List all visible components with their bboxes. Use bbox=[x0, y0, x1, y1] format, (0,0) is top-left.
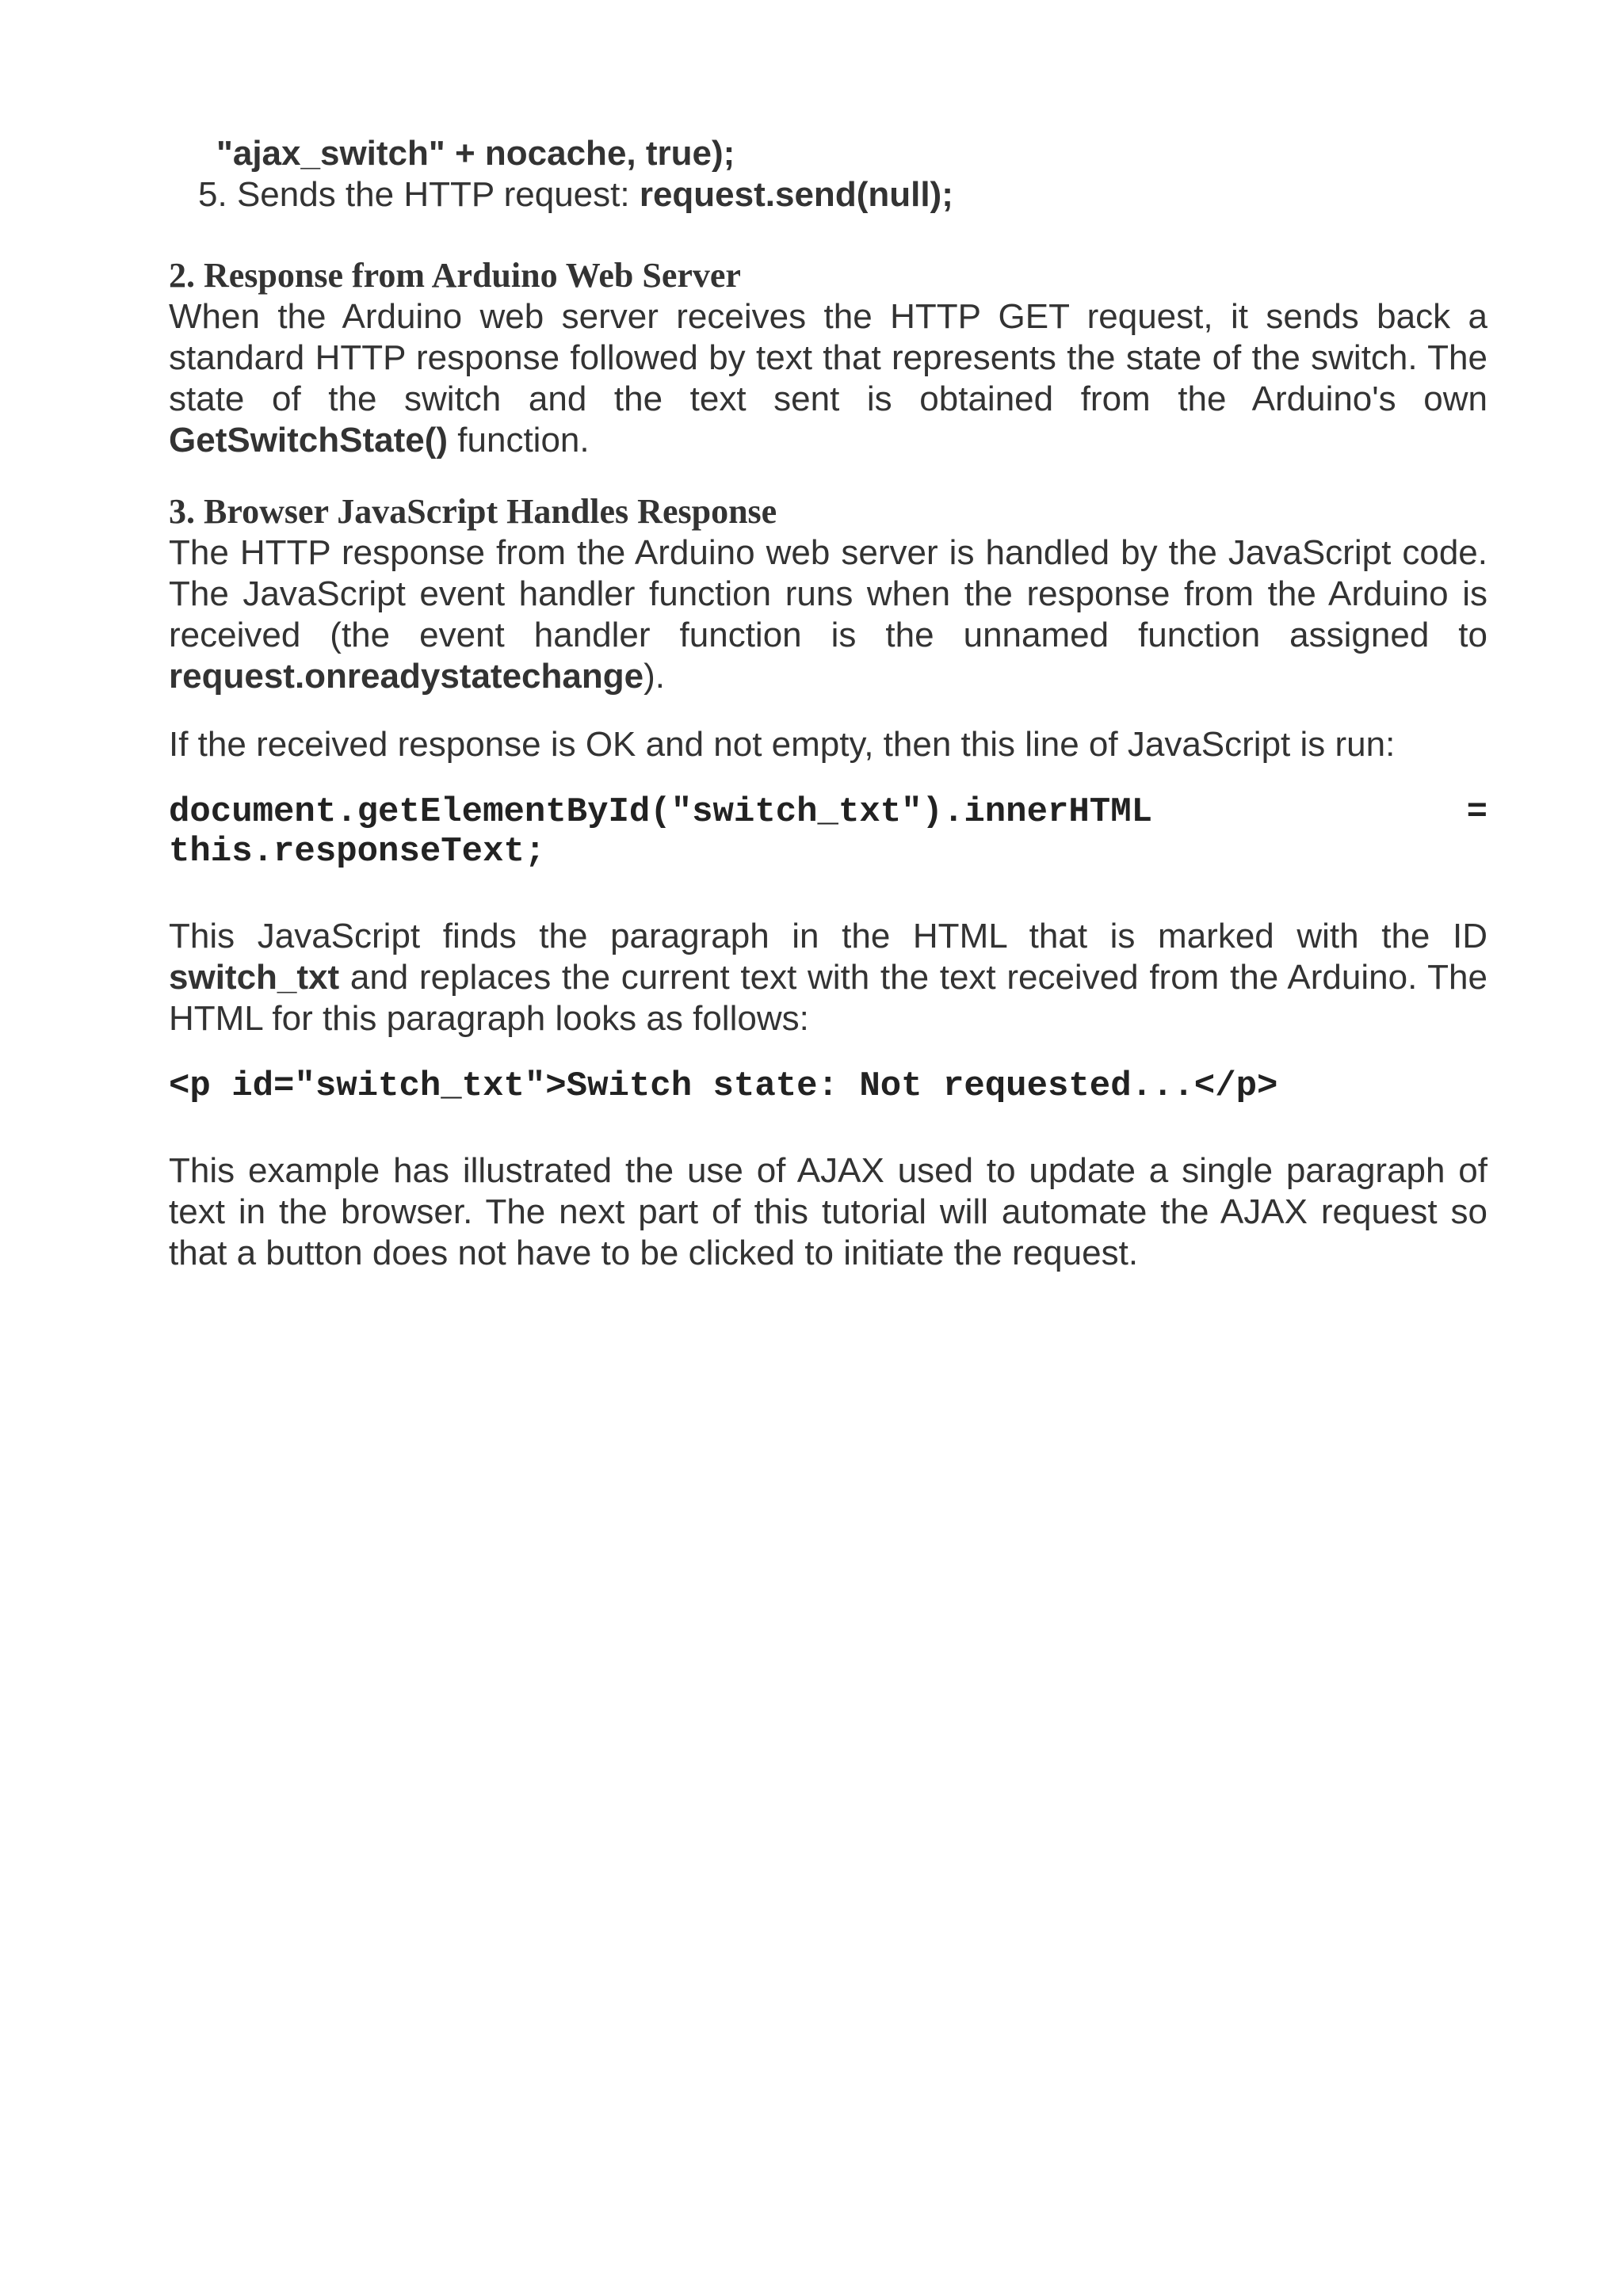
paragraph-text: When the Arduino web server receives the HTTP GET request, it sends back a standard HTTP response followed by text that represents the state of the switch. The state of the switch and the text sent is obtained from the Arduino's own bbox=[169, 297, 1487, 418]
list-item-code: request.send(null); bbox=[639, 175, 953, 214]
list-continuation: "ajax_switch" + nocache, true); bbox=[216, 134, 735, 173]
inline-code-getswitchstate: GetSwitchState() bbox=[169, 421, 449, 460]
paragraph-conclusion: This example has illustrated the use of AJAX used to update a single paragraph of text in the browser. The next part of this tutorial will automate the AJAX request so that a button does not have to be clicked to initiate the request. bbox=[169, 1151, 1487, 1272]
list-item-text: Sends the HTTP request: bbox=[236, 175, 640, 214]
section-heading-response: 2. Response from Arduino Web Server bbox=[169, 256, 741, 295]
paragraph-text: ). bbox=[643, 657, 665, 696]
paragraph-javascript-finds bbox=[169, 916, 1487, 1039]
code-block-innerhtml bbox=[169, 792, 1487, 871]
code-right: = bbox=[1466, 792, 1487, 832]
document-page bbox=[169, 133, 1487, 1274]
paragraph-text: and replaces the current text with the text received from the Arduino. The HTML for this paragraph looks as follows: bbox=[169, 958, 1487, 1038]
paragraph-response bbox=[169, 296, 1487, 461]
code-block-paragraph-html: <p id="switch_txt">Switch state: Not requested...</p> bbox=[169, 1066, 1278, 1106]
paragraph-response-ok: If the received response is OK and not empty, then this line of JavaScript is run: bbox=[169, 725, 1396, 764]
paragraph-text: function. bbox=[448, 421, 590, 460]
inline-code-onreadystatechange: request.onreadystatechange bbox=[169, 657, 644, 696]
paragraph-browser-handles bbox=[169, 532, 1487, 697]
list-item-5 bbox=[198, 174, 1487, 215]
section-heading-browser: 3. Browser JavaScript Handles Response bbox=[169, 492, 777, 531]
code-left: document.getElementById("switch_txt").innerHTML bbox=[169, 792, 1153, 832]
paragraph-text: The HTTP response from the Arduino web server is handled by the JavaScript code. The JavaScript event handler function runs when the response from the Arduino is received (the event handler function is the unnamed function assigned to bbox=[169, 533, 1487, 654]
paragraph-text: This JavaScript finds the paragraph in the HTML that is marked with the ID bbox=[169, 917, 1487, 955]
inline-code-switch-txt: switch_txt bbox=[169, 958, 340, 997]
list-item-number: 5. bbox=[198, 175, 227, 214]
code-line: this.responseText; bbox=[169, 832, 546, 871]
code-line bbox=[169, 792, 1487, 832]
